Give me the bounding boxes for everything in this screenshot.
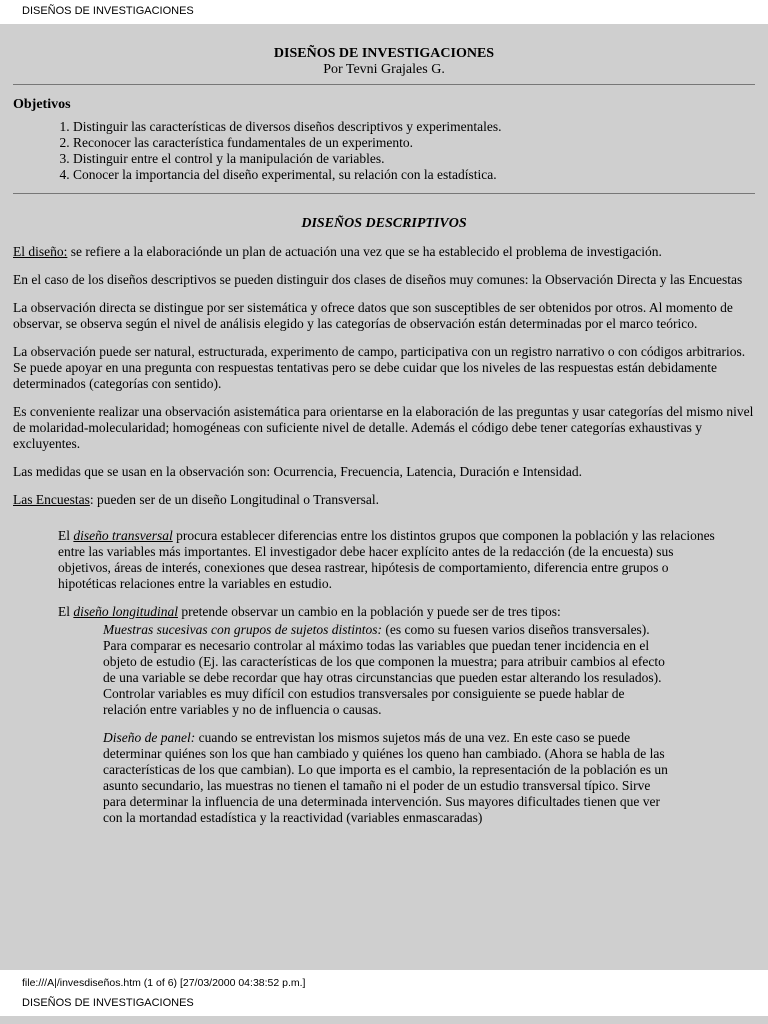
paragraph: En el caso de los diseños descriptivos se pueden distinguir dos clases de diseños muy comunes: la Observación Directa y las Encuestas	[13, 272, 743, 287]
paragraph	[13, 244, 755, 260]
section-title: DISEÑOS DESCRIPTIVOS	[301, 216, 467, 231]
objectives-heading: Objetivos	[13, 97, 71, 112]
objective-item: 2. Reconocer las característica fundamentales de un experimento.	[73, 135, 768, 151]
term: diseño longitudinal	[73, 604, 178, 619]
paragraph	[103, 730, 668, 826]
divider	[13, 84, 755, 85]
objective-item: 1. Distinguir las características de diversos diseños descriptivos y experimentales.	[73, 119, 768, 135]
term: Muestras sucesivas con grupos de sujetos distintos:	[103, 622, 382, 637]
document-page	[0, 24, 768, 970]
paragraph-text: : pueden ser de un diseño Longitudinal o Transversal.	[89, 492, 379, 507]
title-block	[0, 46, 768, 78]
paragraph: Es conveniente realizar una observación asistemática para orientarse en la elaboración de las preguntas y usar categorías del mismo nivel de molaridad-molecularidad; homogéneas con suficiente nivel de detalle. Además el código debe tener categorías exhaustivas y excluyentes.	[13, 404, 754, 451]
objectives-list	[0, 119, 768, 183]
paragraph: Las medidas que se usan en la observación son: Ocurrencia, Frecuencia, Latencia, Duración e Intensidad.	[13, 464, 583, 479]
term: Las Encuestas	[13, 492, 90, 507]
term: Diseño de panel:	[103, 730, 196, 745]
paragraph-text: pretende observar un cambio en la población y puede ser de tres tipos:	[178, 604, 561, 619]
paragraph	[13, 492, 755, 508]
paragraph-text: El	[58, 528, 74, 543]
paragraph	[58, 604, 720, 620]
paragraph-text: El	[58, 604, 74, 619]
objective-item: 4. Conocer la importancia del diseño experimental, su relación con la estadística.	[73, 167, 768, 183]
paragraph: La observación puede ser natural, estructurada, experimento de campo, participativa con un registro narrativo o con códigos arbitrarios. Se puede apoyar en una pregunta con respuestas tentativas pero se debe cuidar que los niveles de las respuestas están debidamente determinados (categorías con sentido).	[13, 344, 746, 391]
divider	[13, 193, 755, 194]
paragraph-text: (es como su fuesen varios diseños transversales). Para comparar es necesario controlar al máximo todas las variables que puedan tener incidencia en el objeto de estudio (Ej. las características de los que componen la muestra; para atribuir cambios al efecto de una variable se debe recordar que hay otras circunstancias que pueden estar alterando los resulados). Controlar variables es muy difícil con estudios transversales por consiguiente se puede hablar de relación entre variables y no de influencia o causas.	[103, 622, 665, 717]
term: diseño transversal	[73, 528, 173, 543]
objective-item: 3. Distinguir entre el control y la manipulación de variables.	[73, 151, 768, 167]
paragraph-text: procura establecer diferencias entre los distintos grupos que componen la población y las relaciones entre las variables más importantes. El investigador debe hacer explícito antes de la redacción (de la encuesta) sus objetivos, áreas de interés, conexiones que desea rastrear, hipótesis de comportamiento, diferencia entre grupos o hipotéticas relaciones entre la variables en estudio.	[58, 528, 715, 591]
page-footer: file:///A|/invesdiseños.htm (1 of 6) [27/03/2000 04:38:52 p.m.]	[22, 977, 306, 989]
browser-page-header: DISEÑOS DE INVESTIGACIONES	[22, 5, 194, 17]
paragraph	[103, 622, 668, 718]
paragraph-text: se refiere a la elaboraciónde un plan de actuación una vez que se ha establecido el problema de investigación.	[67, 244, 662, 259]
next-page-header: DISEÑOS DE INVESTIGACIONES	[22, 997, 194, 1009]
term: El diseño:	[13, 244, 68, 259]
paragraph-text: cuando se entrevistan los mismos sujetos más de una vez. En este caso se puede determinar quiénes son los que han cambiado y quiénes los queno han cambiado. (Ahora se habla de las características de los que cambian). Lo que importa es el cambio, la representación de la población es un asunto secundario, las muestras no tienen el tamaño ni el poder de un estudio transversal típico. Sirve para determinar la influencia de una determinada intervención. Sus mayores dificultades tienen que ver con la mortandad estadística y la reactividad (variables enmascaradas)	[103, 730, 668, 825]
paragraph	[58, 528, 720, 592]
author: Por Tevni Grajales G.	[323, 62, 445, 77]
page-title: DISEÑOS DE INVESTIGACIONES	[273, 46, 495, 61]
next-page-strip	[0, 1016, 768, 1024]
paragraph: La observación directa se distingue por ser sistemática y ofrece datos que son susceptibles de ser obtenidos por otros. Al momento de observar, se observa según el nivel de análisis elegido y las categorías de observación están determinadas por el marco teórico.	[13, 300, 733, 331]
